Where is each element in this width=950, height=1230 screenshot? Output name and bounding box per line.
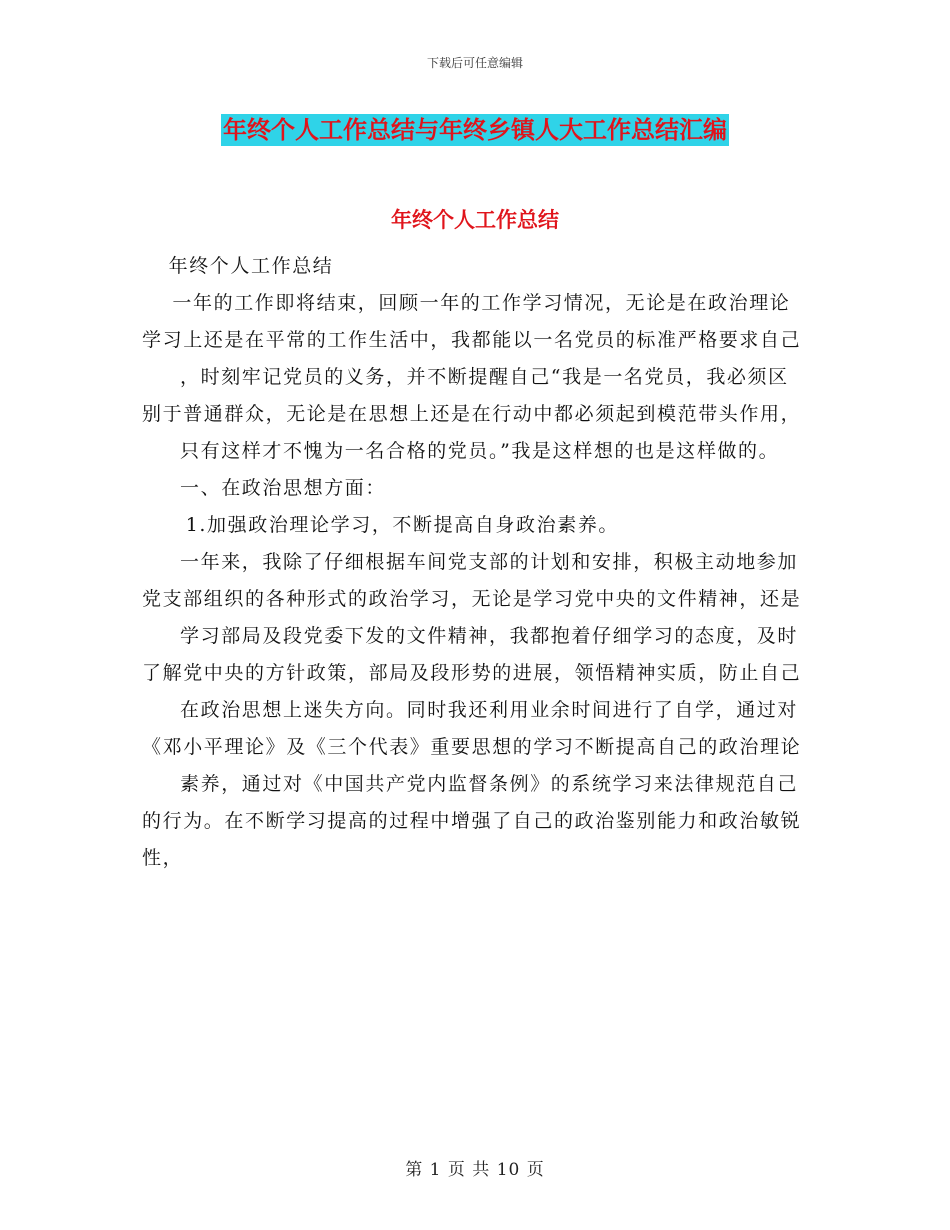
paragraph: 1.加强政治理论学习，不断提高自身政治素养。 <box>185 514 620 536</box>
main-title-text: 年终个人工作总结与年终乡镇人大工作总结汇编 <box>223 116 727 144</box>
body-text <box>142 248 807 877</box>
paragraph: 一年来，我除了仔细根据车间党支部的计划和安排，积极主动地参加党支部组织的各种形式的政治学习，无论是学习党中央的文件精神，还是 <box>142 551 802 610</box>
paragraph: ，时刻牢记党员的义务，并不断提醒自己“我是一名党员，我必须区别于普通群众，无论是在思想上还是在行动中都必须起到模范带头作用， <box>142 366 802 425</box>
paragraph: 学习部局及段党委下发的文件精神，我都抱着仔细学习的态度，及时了解党中央的方针政策，部局及段形势的进展，领悟精神实质，防止自己 <box>142 625 802 684</box>
paragraph: 在政治思想上迷失方向。同时我还利用业余时间进行了自学，通过对《邓小平理论》及《三个代表》重要思想的学习不断提高自己的政治理论 <box>142 699 802 758</box>
page-number: 第 1 页 共 10 页 <box>405 1160 545 1180</box>
section-title: 年终个人工作总结 <box>391 208 559 232</box>
paragraph: 素养，通过对《中国共产党内监督条例》的系统学习来法律规范自己的行为。在不断学习提高的过程中增强了自己的政治鉴别能力和政治敏锐性， <box>142 773 802 869</box>
paragraph: 只有这样才不愧为一名合格的党员。”我是这样想的也是这样做的。 <box>180 440 780 462</box>
main-title <box>0 114 950 146</box>
paragraph: 一年的工作即将结束，回顾一年的工作学习情况，无论是在政治理论学习上还是在平常的工作生活中，我都能以一名党员的标准严格要求自己 <box>142 292 802 351</box>
paragraph: 一、在政治思想方面： <box>180 477 387 499</box>
header-note: 下载后可任意编辑 <box>426 56 523 70</box>
paragraph: 年终个人工作总结 <box>168 255 334 277</box>
